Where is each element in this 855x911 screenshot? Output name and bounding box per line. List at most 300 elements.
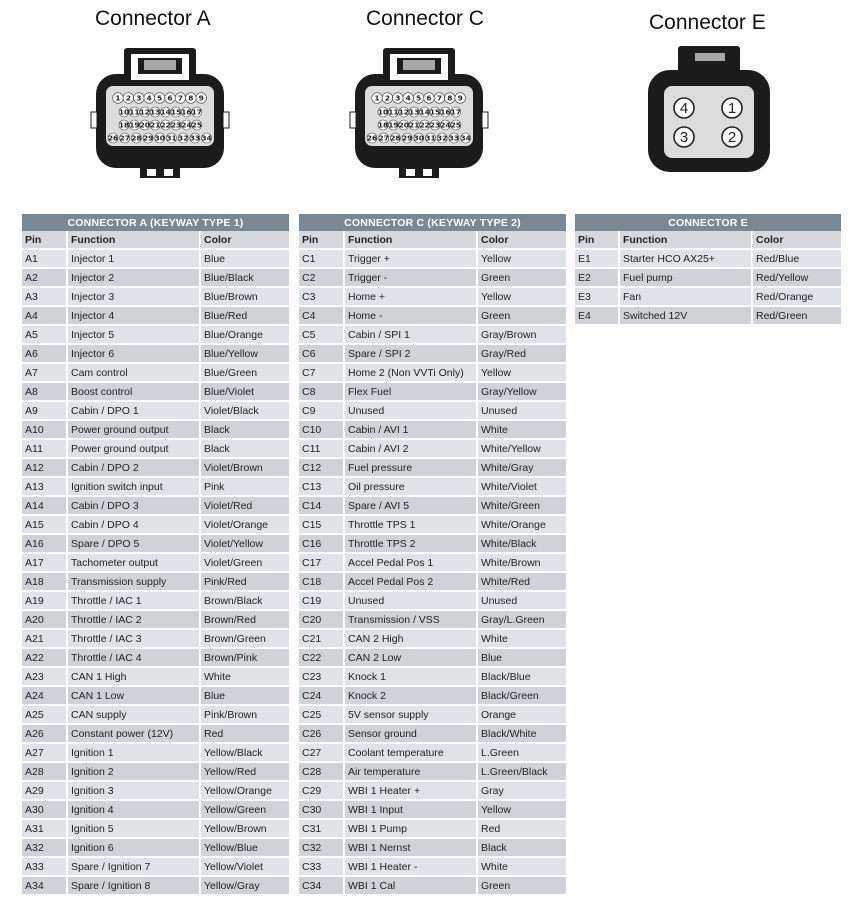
color-cell: Yellow/Red <box>201 763 289 782</box>
color-cell: Orange <box>478 706 566 725</box>
color-cell: White/Red <box>478 573 566 592</box>
pin-cell: A34 <box>22 877 68 896</box>
table-row <box>22 687 289 706</box>
function-cell: Boost control <box>68 383 201 402</box>
pin-cell: C22 <box>299 649 345 668</box>
color-cell: Violet/Red <box>201 497 289 516</box>
color-cell: Brown/Red <box>201 611 289 630</box>
pin-number: 23 <box>170 120 182 130</box>
pin-number: 19 <box>388 120 399 130</box>
table-row <box>299 668 566 687</box>
pin-cell: C18 <box>299 573 345 592</box>
pin-cell: A8 <box>22 383 68 402</box>
pin-number: 17 <box>191 107 202 117</box>
pin-cell: A7 <box>22 364 68 383</box>
pin-cell: A24 <box>22 687 68 706</box>
pin-number: 2 <box>727 129 737 146</box>
function-cell: 5V sensor supply <box>345 706 478 725</box>
color-cell: Blue <box>201 687 289 706</box>
function-cell: Spare / Ignition 7 <box>68 858 201 877</box>
color-cell: Black/White <box>478 725 566 744</box>
pin-number: 22 <box>419 120 430 130</box>
table-row <box>22 611 289 630</box>
pin-cell: E1 <box>575 250 620 269</box>
function-cell: Cabin / AVI 2 <box>345 440 478 459</box>
function-cell: Ignition 5 <box>68 820 201 839</box>
pin-cell: C5 <box>299 326 345 345</box>
color-cell: Blue/Yellow <box>201 345 289 364</box>
color-cell: Green <box>478 877 566 896</box>
connector-c-title: Connector C <box>366 7 484 30</box>
table-row <box>299 630 566 649</box>
table-header-row <box>575 231 841 250</box>
function-cell: CAN 2 High <box>345 630 478 649</box>
color-cell: White/Yellow <box>478 440 566 459</box>
pin-number: 27 <box>378 133 389 143</box>
pin-cell: A6 <box>22 345 68 364</box>
pin-number: 23 <box>429 120 441 130</box>
color-cell: Yellow/Gray <box>201 877 289 896</box>
table-row <box>299 421 566 440</box>
function-cell: Coolant temperature <box>345 744 478 763</box>
pin-cell: C34 <box>299 877 345 896</box>
pin-number: 33 <box>448 133 460 143</box>
table-row <box>299 497 566 516</box>
color-cell: Red/Green <box>753 307 841 326</box>
color-cell: Yellow/Brown <box>201 820 289 839</box>
color-cell: Gray/Red <box>478 345 566 364</box>
function-cell: Throttle / IAC 4 <box>68 649 201 668</box>
table-row <box>22 744 289 763</box>
pin-number: 9 <box>457 93 463 103</box>
pin-cell: A22 <box>22 649 68 668</box>
function-cell: Throttle / IAC 1 <box>68 592 201 611</box>
function-cell: Power ground output <box>68 421 201 440</box>
function-cell: Transmission / VSS <box>345 611 478 630</box>
color-cell: Yellow/Orange <box>201 782 289 801</box>
table-row <box>22 250 289 269</box>
table-row <box>22 801 289 820</box>
color-cell: Gray/Yellow <box>478 383 566 402</box>
pin-cell: A27 <box>22 744 68 763</box>
color-cell: Violet/Black <box>201 402 289 421</box>
function-cell: Home - <box>345 307 478 326</box>
pin-cell: C9 <box>299 402 345 421</box>
pin-cell: C19 <box>299 592 345 611</box>
table-row <box>22 554 289 573</box>
pin-cell: A12 <box>22 459 68 478</box>
pin-number: 4 <box>405 93 411 103</box>
pin-cell: C16 <box>299 535 345 554</box>
pin-number: 11 <box>129 107 140 117</box>
column-header-pin: Pin <box>299 231 345 250</box>
pin-number: 7 <box>177 93 183 103</box>
function-cell: Ignition switch input <box>68 478 201 497</box>
function-cell: WBI 1 Nernst <box>345 839 478 858</box>
pin-number: 3 <box>679 129 689 146</box>
connector-c-diagram <box>339 40 499 180</box>
color-cell: White/Violet <box>478 478 566 497</box>
function-cell: Home 2 (Non VVTi Only) <box>345 364 478 383</box>
pin-number: 24 <box>181 120 192 130</box>
pin-number: 29 <box>401 133 413 143</box>
color-cell: Violet/Orange <box>201 516 289 535</box>
pin-number: 30 <box>413 133 424 143</box>
color-cell: Blue/Black <box>201 269 289 288</box>
table-row <box>299 649 566 668</box>
pin-number: 16 <box>440 107 451 117</box>
color-cell: Yellow/Blue <box>201 839 289 858</box>
color-cell: Black/Blue <box>478 668 566 687</box>
table-row <box>22 307 289 326</box>
column-header-color: Color <box>753 231 841 250</box>
pin-cell: C3 <box>299 288 345 307</box>
pin-number: 27 <box>119 133 130 143</box>
table-row <box>22 383 289 402</box>
function-cell: Cabin / SPI 1 <box>345 326 478 345</box>
pin-cell: A15 <box>22 516 68 535</box>
function-cell: Knock 2 <box>345 687 478 706</box>
color-cell: Pink <box>201 478 289 497</box>
pin-cell: A30 <box>22 801 68 820</box>
pin-number: 2 <box>384 93 390 103</box>
table-row <box>22 478 289 497</box>
pin-number: 2 <box>125 93 131 103</box>
pin-cell: C32 <box>299 839 345 858</box>
function-cell: Injector 4 <box>68 307 201 326</box>
table-row <box>22 573 289 592</box>
function-cell: Spare / SPI 2 <box>345 345 478 364</box>
connector-a-pin-table <box>22 214 289 896</box>
pin-cell: A4 <box>22 307 68 326</box>
pin-cell: A25 <box>22 706 68 725</box>
table-row <box>575 269 841 288</box>
pin-number: 3 <box>136 93 142 103</box>
pin-number: 1 <box>374 93 380 103</box>
color-cell: White/Brown <box>478 554 566 573</box>
color-cell: Gray <box>478 782 566 801</box>
table-row <box>22 706 289 725</box>
pin-cell: C6 <box>299 345 345 364</box>
color-cell: Green <box>478 307 566 326</box>
function-cell: Fuel pressure <box>345 459 478 478</box>
table-row <box>299 573 566 592</box>
pin-number: 29 <box>142 133 154 143</box>
table-row <box>299 554 566 573</box>
pin-cell: A14 <box>22 497 68 516</box>
table-row <box>22 402 289 421</box>
function-cell: Trigger - <box>345 269 478 288</box>
function-cell: Injector 2 <box>68 269 201 288</box>
table-row <box>299 516 566 535</box>
pin-cell: C10 <box>299 421 345 440</box>
color-cell: Red <box>201 725 289 744</box>
pin-cell: C21 <box>299 630 345 649</box>
table-row <box>575 250 841 269</box>
pin-cell: C8 <box>299 383 345 402</box>
table-row <box>22 725 289 744</box>
table-row <box>299 345 566 364</box>
table-header-row <box>22 231 289 250</box>
pin-cell: C7 <box>299 364 345 383</box>
table-row <box>22 858 289 877</box>
pin-cell: A23 <box>22 668 68 687</box>
pin-number: 20 <box>139 120 150 130</box>
function-cell: Injector 5 <box>68 326 201 345</box>
color-cell: White/Gray <box>478 459 566 478</box>
table-row <box>299 782 566 801</box>
pin-number: 34 <box>201 133 212 143</box>
function-cell: Throttle / IAC 2 <box>68 611 201 630</box>
pin-number: 17 <box>450 107 461 117</box>
table-row <box>22 839 289 858</box>
pin-number: 28 <box>131 133 142 143</box>
color-cell: Blue/Violet <box>201 383 289 402</box>
function-cell: Ignition 1 <box>68 744 201 763</box>
table-row <box>22 364 289 383</box>
table-row <box>299 288 566 307</box>
pin-number: 3 <box>395 93 401 103</box>
pin-number: 8 <box>447 93 453 103</box>
function-cell: CAN 2 Low <box>345 649 478 668</box>
pin-cell: A19 <box>22 592 68 611</box>
pin-number: 1 <box>115 93 121 103</box>
pin-number: 1 <box>727 100 737 117</box>
function-cell: Ignition 6 <box>68 839 201 858</box>
color-cell: Yellow/Green <box>201 801 289 820</box>
table-row <box>299 725 566 744</box>
table-row <box>22 630 289 649</box>
pin-cell: C25 <box>299 706 345 725</box>
pin-number: 5 <box>157 93 163 103</box>
pin-number: 9 <box>198 93 204 103</box>
column-header-pin: Pin <box>22 231 68 250</box>
pin-number: 11 <box>388 107 399 117</box>
pin-number: 19 <box>129 120 140 130</box>
function-cell: Accel Pedal Pos 2 <box>345 573 478 592</box>
pin-cell: A28 <box>22 763 68 782</box>
color-cell: Blue <box>478 649 566 668</box>
color-cell: Red/Yellow <box>753 269 841 288</box>
table-row <box>22 269 289 288</box>
function-cell: Cabin / DPO 4 <box>68 516 201 535</box>
pin-cell: E4 <box>575 307 620 326</box>
function-cell: Unused <box>345 402 478 421</box>
pin-cell: C30 <box>299 801 345 820</box>
column-header-color: Color <box>478 231 566 250</box>
table-row <box>22 820 289 839</box>
column-header-function: Function <box>620 231 753 250</box>
function-cell: Oil pressure <box>345 478 478 497</box>
table-row <box>22 421 289 440</box>
function-cell: Power ground output <box>68 440 201 459</box>
color-cell: Black <box>478 839 566 858</box>
pin-cell: A31 <box>22 820 68 839</box>
function-cell: Cabin / DPO 3 <box>68 497 201 516</box>
pin-number: 25 <box>450 120 461 130</box>
color-cell: Gray/L.Green <box>478 611 566 630</box>
color-cell: Blue/Green <box>201 364 289 383</box>
table-row <box>22 782 289 801</box>
function-cell: Cabin / AVI 1 <box>345 421 478 440</box>
pin-cell: A26 <box>22 725 68 744</box>
table-row <box>22 459 289 478</box>
pin-number: 8 <box>188 93 194 103</box>
color-cell: Brown/Black <box>201 592 289 611</box>
table-row <box>299 744 566 763</box>
pin-number: 20 <box>398 120 409 130</box>
function-cell: Cabin / DPO 1 <box>68 402 201 421</box>
color-cell: Blue/Brown <box>201 288 289 307</box>
color-cell: Brown/Green <box>201 630 289 649</box>
color-cell: White <box>478 858 566 877</box>
pin-cell: C2 <box>299 269 345 288</box>
pin-number: 14 <box>160 107 171 117</box>
table-row <box>299 801 566 820</box>
color-cell: L.Green/Black <box>478 763 566 782</box>
pin-cell: A3 <box>22 288 68 307</box>
column-header-function: Function <box>345 231 478 250</box>
pin-number: 33 <box>189 133 201 143</box>
function-cell: WBI 1 Cal <box>345 877 478 896</box>
table-row <box>575 288 841 307</box>
table-row <box>299 364 566 383</box>
pin-number: 30 <box>154 133 165 143</box>
color-cell: Green <box>478 269 566 288</box>
table-row <box>299 592 566 611</box>
table-row <box>299 611 566 630</box>
color-cell: White <box>478 421 566 440</box>
pin-number: 5 <box>416 93 422 103</box>
pin-cell: A1 <box>22 250 68 269</box>
table-row <box>299 250 566 269</box>
function-cell: Throttle TPS 1 <box>345 516 478 535</box>
pin-number: 12 <box>139 107 150 117</box>
pin-number: 32 <box>178 133 189 143</box>
table-row <box>299 440 566 459</box>
table-row <box>22 288 289 307</box>
pin-number: 32 <box>437 133 448 143</box>
connector-e-pin-table <box>575 214 841 326</box>
color-cell: White <box>478 630 566 649</box>
function-cell: Throttle TPS 2 <box>345 535 478 554</box>
pin-cell: A2 <box>22 269 68 288</box>
pin-cell: A33 <box>22 858 68 877</box>
function-cell: Ignition 2 <box>68 763 201 782</box>
function-cell: Home + <box>345 288 478 307</box>
table-row <box>299 706 566 725</box>
table-row <box>22 440 289 459</box>
table-row <box>299 535 566 554</box>
table-row <box>299 687 566 706</box>
color-cell: Violet/Yellow <box>201 535 289 554</box>
pin-number: 28 <box>390 133 401 143</box>
pin-number: 15 <box>170 107 182 117</box>
color-cell: Yellow <box>478 364 566 383</box>
color-cell: Black/Green <box>478 687 566 706</box>
pin-number: 26 <box>107 133 119 143</box>
color-cell: Gray/Brown <box>478 326 566 345</box>
pin-cell: E2 <box>575 269 620 288</box>
table-row <box>299 459 566 478</box>
pin-cell: C17 <box>299 554 345 573</box>
color-cell: L.Green <box>478 744 566 763</box>
pin-cell: A11 <box>22 440 68 459</box>
function-cell: Injector 3 <box>68 288 201 307</box>
pin-number: 14 <box>419 107 430 117</box>
column-header-color: Color <box>201 231 289 250</box>
pin-number: 26 <box>366 133 378 143</box>
pin-cell: A18 <box>22 573 68 592</box>
table-title: CONNECTOR C (KEYWAY TYPE 2) <box>299 214 566 231</box>
function-cell: WBI 1 Pump <box>345 820 478 839</box>
table-row <box>299 269 566 288</box>
function-cell: Tachometer output <box>68 554 201 573</box>
color-cell: Unused <box>478 592 566 611</box>
pin-cell: C4 <box>299 307 345 326</box>
pin-cell: A13 <box>22 478 68 497</box>
function-cell: Spare / AVI 5 <box>345 497 478 516</box>
table-row <box>299 402 566 421</box>
pin-number: 6 <box>426 93 432 103</box>
table-row <box>299 839 566 858</box>
color-cell: White/Orange <box>478 516 566 535</box>
function-cell: Sensor ground <box>345 725 478 744</box>
color-cell: Yellow/Violet <box>201 858 289 877</box>
function-cell: Constant power (12V) <box>68 725 201 744</box>
pin-number: 4 <box>679 100 689 117</box>
pin-cell: C12 <box>299 459 345 478</box>
pin-number: 6 <box>167 93 173 103</box>
pin-cell: C13 <box>299 478 345 497</box>
color-cell: Unused <box>478 402 566 421</box>
function-cell: Switched 12V <box>620 307 753 326</box>
function-cell: Ignition 3 <box>68 782 201 801</box>
function-cell: Transmission supply <box>68 573 201 592</box>
color-cell: Pink/Brown <box>201 706 289 725</box>
function-cell: Unused <box>345 592 478 611</box>
pin-cell: C24 <box>299 687 345 706</box>
function-cell: Fan <box>620 288 753 307</box>
color-cell: Pink/Red <box>201 573 289 592</box>
function-cell: CAN supply <box>68 706 201 725</box>
function-cell: Knock 1 <box>345 668 478 687</box>
color-cell: Red/Orange <box>753 288 841 307</box>
table-title: CONNECTOR E <box>575 214 841 231</box>
table-row <box>22 649 289 668</box>
color-cell: Violet/Green <box>201 554 289 573</box>
column-header-pin: Pin <box>575 231 620 250</box>
pin-number: 21 <box>150 120 161 130</box>
table-row <box>299 877 566 896</box>
table-row <box>22 592 289 611</box>
table-row <box>299 326 566 345</box>
function-cell: Spare / DPO 5 <box>68 535 201 554</box>
pin-number: 24 <box>440 120 451 130</box>
pin-cell: C1 <box>299 250 345 269</box>
pin-cell: A20 <box>22 611 68 630</box>
pin-cell: C29 <box>299 782 345 801</box>
color-cell: Blue/Orange <box>201 326 289 345</box>
pin-cell: C26 <box>299 725 345 744</box>
pin-cell: A5 <box>22 326 68 345</box>
table-row <box>22 326 289 345</box>
pin-number: 16 <box>181 107 192 117</box>
function-cell: Spare / Ignition 8 <box>68 877 201 896</box>
pin-cell: A16 <box>22 535 68 554</box>
function-cell: CAN 1 High <box>68 668 201 687</box>
pin-number: 22 <box>160 120 171 130</box>
